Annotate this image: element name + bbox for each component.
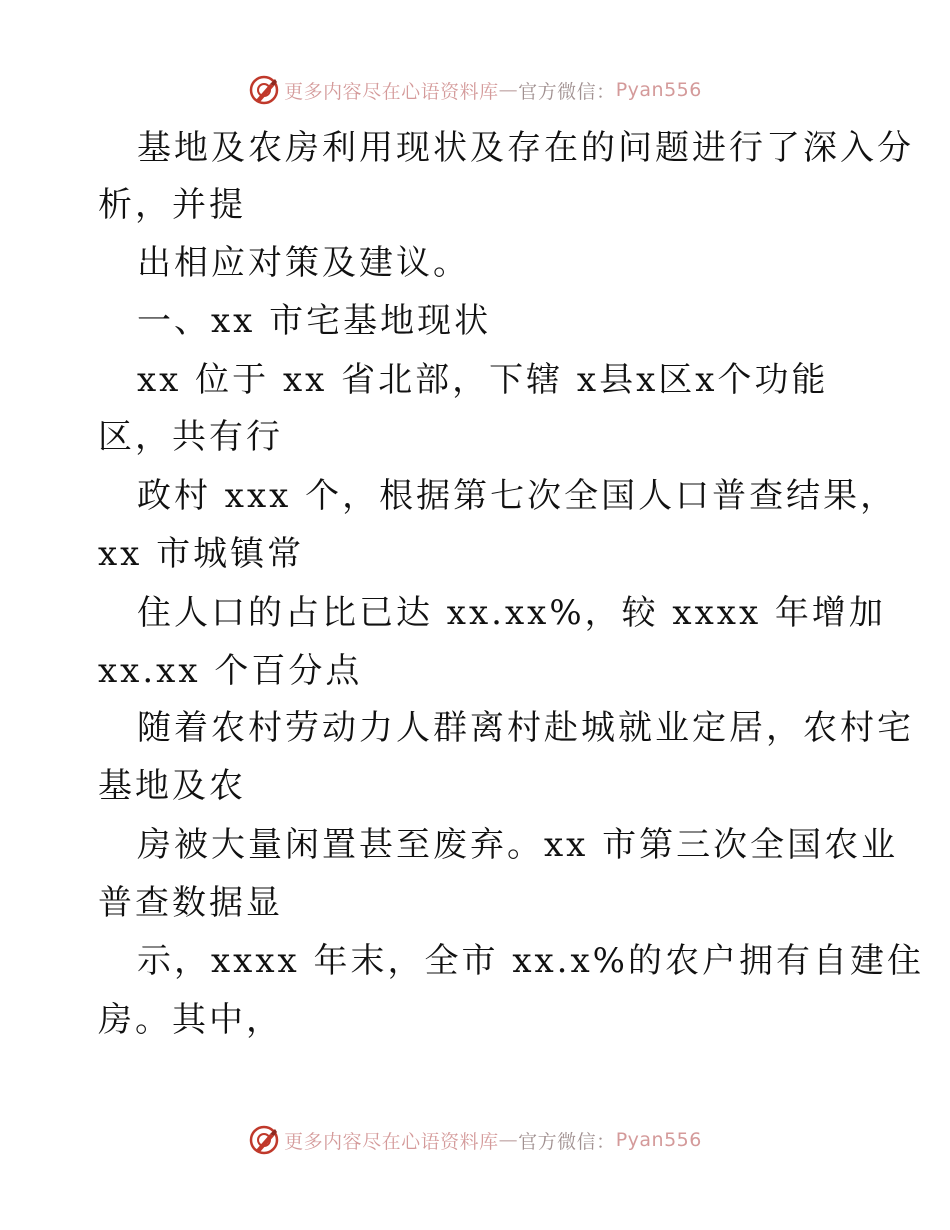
watermark-main-text: 更多内容尽在心语资料库 <box>284 80 499 103</box>
text-line: xx 位于 xx 省北部，下辖 x县x区x个功能 <box>137 360 829 400</box>
watermark-wechat-id: Pyan556 <box>615 1129 702 1151</box>
text-line: 基地及农 <box>98 766 246 806</box>
text-line: 区，共有行 <box>98 417 283 457</box>
watermark-dash: — <box>498 79 519 101</box>
text-line: 普查数据显 <box>98 883 283 923</box>
text-line: 基地及农房利用现状及存在的问题进行了深入分 <box>137 128 914 168</box>
text-line: 房被大量闲置甚至废弃。xx 市第三次全国农业 <box>137 825 899 865</box>
watermark-wechat-label: 官方微信： <box>518 80 616 103</box>
text-line: 析，并提 <box>98 185 246 225</box>
text-line: 出相应对策及建议。 <box>137 243 470 283</box>
text-line: 政村 xxx 个，根据第七次全国人口普查结果， <box>137 476 898 516</box>
text-line: 随着农村劳动力人群离村赴城就业定居，农村宅 <box>137 708 914 748</box>
text-line: 示，xxxx 年末，全市 xx.x%的农户拥有自建住 <box>137 941 924 981</box>
watermark-dash: — <box>498 1129 519 1151</box>
watermark-wechat-id: Pyan556 <box>615 79 702 101</box>
text-line: xx 市城镇常 <box>98 534 305 574</box>
section-heading: 一、xx 市宅基地现状 <box>137 301 492 341</box>
watermark-wechat-label: 官方微信： <box>518 1130 616 1153</box>
pen-logo-icon <box>248 1124 280 1156</box>
pen-logo-icon <box>248 74 280 106</box>
header-watermark <box>0 70 950 110</box>
footer-watermark <box>0 1120 950 1160</box>
watermark-main-text: 更多内容尽在心语资料库 <box>284 1130 499 1153</box>
text-line: xx.xx 个百分点 <box>98 651 363 691</box>
text-line: 房。其中， <box>98 1000 283 1040</box>
text-line: 住人口的占比已达 xx.xx%，较 xxxx 年增加 <box>137 593 886 633</box>
